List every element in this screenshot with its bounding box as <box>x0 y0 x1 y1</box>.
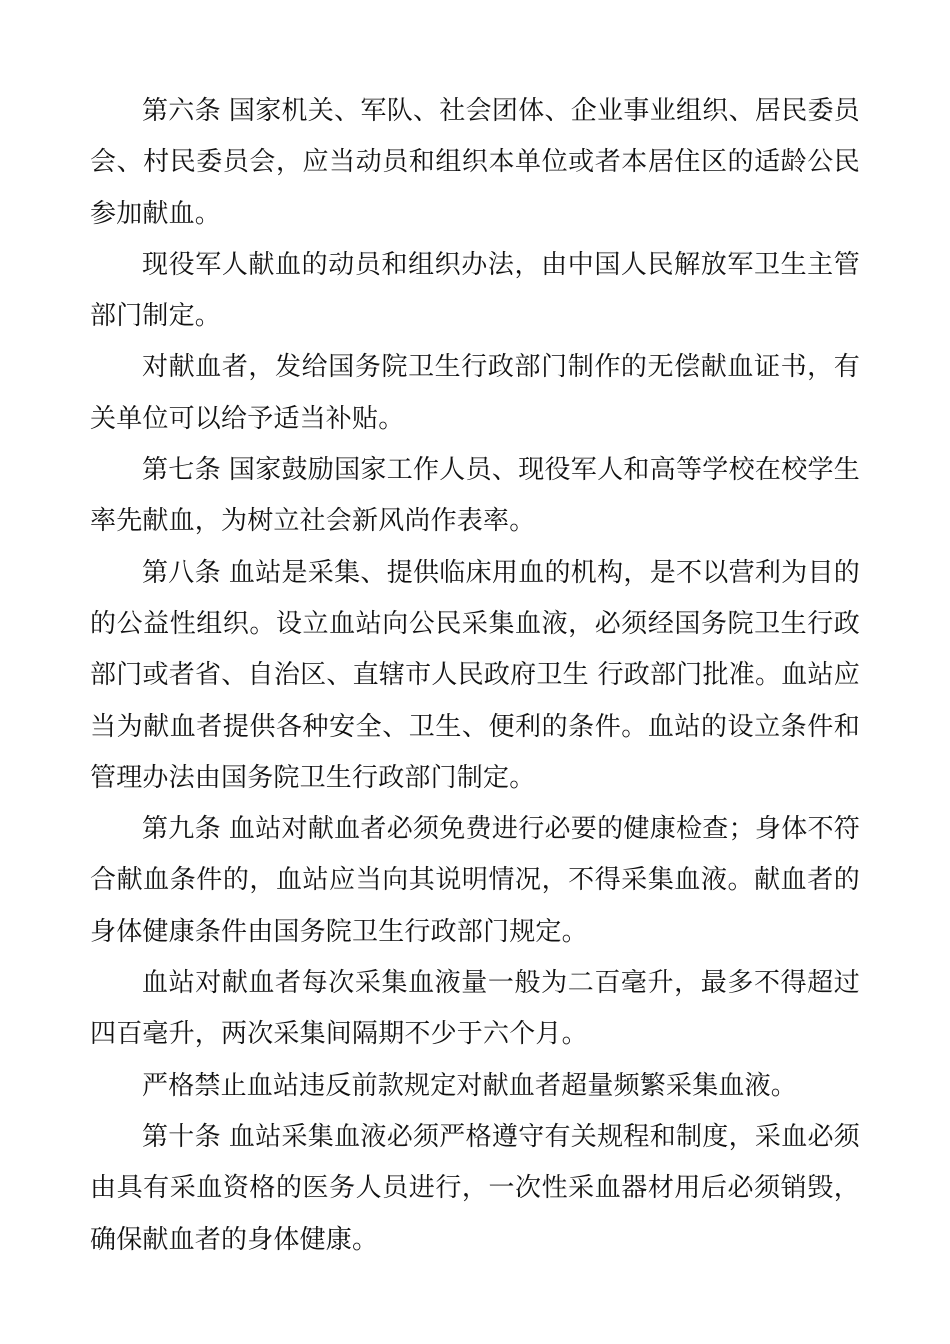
military-donation-text: 现役军人献血的动员和组织办法，由中国人民解放军卫生主管部门制定。 <box>90 249 860 332</box>
article-7-label: 第七条 <box>142 455 221 486</box>
document-page <box>90 86 860 1266</box>
article-7-paragraph <box>90 445 860 548</box>
article-6-label: 第六条 <box>142 96 221 126</box>
collection-volume-text: 血站对献血者每次采集血液量一般为二百毫升，最多不得超过四百毫升，两次采集间隔期不少于六个月。 <box>90 968 860 1050</box>
article-8-label: 第八条 <box>142 557 221 588</box>
article-8-paragraph <box>90 548 860 804</box>
article-10-text: 血站采集血液必须严格遵守有关规程和制度，采血必须由具有采血资格的医务人员进行，一次性采血器材用后必须销毁，确保献血者的身体健康。 <box>90 1121 860 1255</box>
prohibition-paragraph <box>90 1061 860 1112</box>
article-10-paragraph <box>90 1112 860 1266</box>
prohibition-text: 严格禁止血站违反前款规定对献血者超量频繁采集血液。 <box>142 1070 798 1101</box>
article-10-label: 第十条 <box>142 1121 221 1152</box>
article-7-text: 国家鼓励国家工作人员、现役军人和高等学校在校学生率先献血，为树立社会新风尚作表率。 <box>90 455 860 537</box>
article-9-paragraph <box>90 804 860 958</box>
article-6-paragraph <box>90 86 860 240</box>
military-donation-paragraph <box>90 240 860 343</box>
article-9-text: 血站对献血者必须免费进行必要的健康检查；身体不符合献血条件的，血站应当向其说明情况，不得采集血液。献血者的身体健康条件由国务院卫生行政部门规定。 <box>90 814 860 947</box>
article-8-text: 血站是采集、提供临床用血的机构，是不以营利为目的的公益性组织。设立血站向公民采集血液，必须经国务院卫生行政部门或者省、自治区、直辖市人民政府卫生 行政部门批准。血站应当为献血者提供各种安全、卫生、便利的条件。血站的设立条件和管理办法由国务院卫生行政部门制定。 <box>90 557 860 793</box>
donation-certificate-text: 对献血者，发给国务院卫生行政部门制作的无偿献血证书，有关单位可以给予适当补贴。 <box>90 352 860 434</box>
article-6-text: 国家机关、军队、社会团体、企业事业组织、居民委员会、村民委员会，应当动员和组织本单位或者本居住区的适龄公民参加献血。 <box>90 96 860 229</box>
article-9-label: 第九条 <box>142 814 221 845</box>
collection-volume-paragraph <box>90 958 860 1061</box>
donation-certificate-paragraph <box>90 342 860 445</box>
